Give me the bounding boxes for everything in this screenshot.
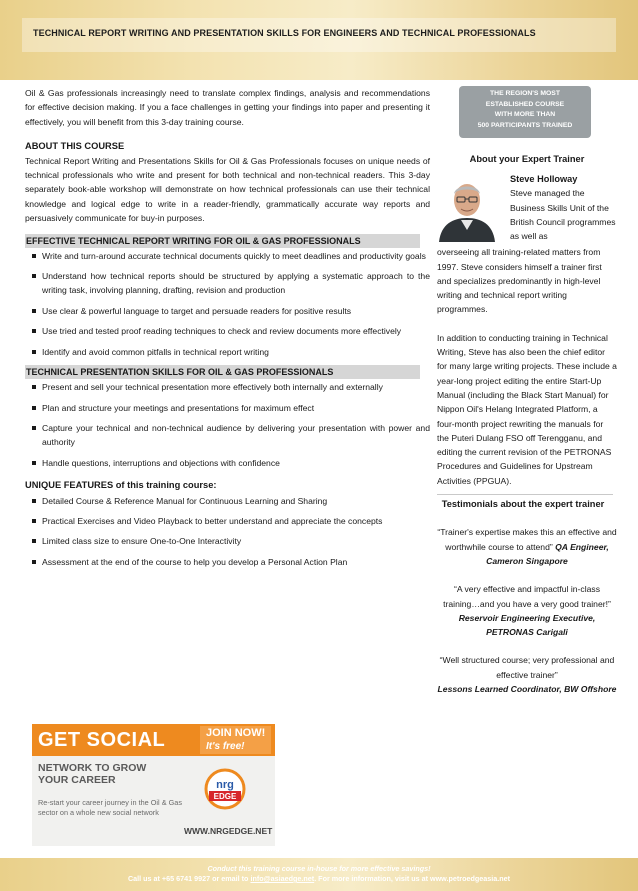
header-banner <box>0 0 638 80</box>
sidebar-column <box>437 86 617 696</box>
testimonial-author: Reservoir Engineering Executive, PETRONAS Carigali <box>458 612 596 638</box>
list-item: Limited class size to ensure One-to-One Interactivity <box>31 534 430 548</box>
intro-paragraph: Oil & Gas professionals increasingly need to translate complex findings, analysis and recommendations for effective decision making. If you a face challenges in getting your findings into paper and presenting it effectively, you will benefit from this 3-day training course. <box>25 88 430 127</box>
badge-line: 500 PARTICIPANTS TRAINED <box>477 121 573 129</box>
join-label: JOIN NOW! <box>206 727 266 739</box>
bio-paragraph: overseeing all training-related matters from 1997. Steve considers himself a trainer first and specializes predominantly in high-level writing and technical report writing programmes. <box>437 247 602 315</box>
unique-features-heading: UNIQUE FEATURES of this training course: <box>25 480 217 491</box>
get-social-ad[interactable] <box>32 724 275 846</box>
bio-paragraph: In addition to conducting training in Technical Writing, Steve has also been the chief editor for many large writing projects. These include a year-long project editing the entire Start-Up Manual (including the Black Start Manual) for Nippon Oil's Helang Integrated Platform, a four-month project rewriting the manuals for the Puteri Dulang FSO off Terengganu, and editing the current revision of the PETRONAS Procedures and Guidelines for Upstream Activities (PPGUA). <box>437 332 617 486</box>
badge-line: WITH MORE THAN <box>494 111 556 118</box>
testimonial-quote: “Trainer's expertise makes this an effective and worthwhile course to attend” <box>437 527 617 552</box>
ad-network-line: YOUR CAREER <box>38 774 116 786</box>
list-item: Detailed Course & Reference Manual for Continuous Learning and Sharing <box>31 494 430 508</box>
presentation-list <box>31 380 430 470</box>
free-label: It's free! <box>206 741 245 752</box>
list-item: Use tried and tested proof reading techniques to check and review documents more effectively <box>31 324 430 338</box>
footer-tagline: Conduct this training course in-house for more effective savings! <box>207 864 431 873</box>
footer-contact <box>0 874 638 884</box>
list-item: Write and turn-around accurate technical documents quickly to meet deadlines and productivity goals <box>31 249 430 263</box>
trainer-intro: Steve managed the Business Skills Unit of the British Council programmes as well as <box>510 188 616 242</box>
footer-call: Call us at +65 6741 9927 or email to <box>127 874 249 883</box>
section-heading-presentation: TECHNICAL PRESENTATION SKILLS FOR OIL & GAS PROFESSIONALS <box>25 365 420 379</box>
list-item: Identify and avoid common pitfalls in technical report writing <box>31 345 430 359</box>
main-column <box>25 86 430 575</box>
list-item: Present and sell your technical presentation more effectively both internally and externally <box>31 380 430 394</box>
report-writing-list <box>31 249 430 359</box>
nrg-edge-logo <box>204 768 246 810</box>
trainer-photo <box>437 176 497 242</box>
testimonial-author: QA Engineer, Cameron Singapore <box>486 541 609 566</box>
testimonial <box>437 653 617 696</box>
trainer-name: Steve Holloway <box>510 174 578 185</box>
join-now-button[interactable] <box>200 726 271 754</box>
testimonial-quote: “Well structured course; very professional and effective trainer” <box>439 655 615 680</box>
logo-text: nrg <box>216 779 234 791</box>
document-title: TECHNICAL REPORT WRITING AND PRESENTATION SKILLS FOR ENGINEERS AND TECHNICAL PROFESSIONALS <box>33 28 536 38</box>
unique-features-list <box>31 494 430 570</box>
list-item: Assessment at the end of the course to help you develop a Personal Action Plan <box>31 555 430 569</box>
list-item: Practical Exercises and Video Playback to better understand and appreciate the concepts <box>31 514 430 528</box>
list-item: Handle questions, interruptions and objections with confidence <box>31 456 430 470</box>
ad-url[interactable]: WWW.NRGEDGE.NET <box>184 826 273 836</box>
footer-more: . For more information, visit us at www.petroedgeasia.net <box>314 874 511 883</box>
course-badge <box>459 86 591 138</box>
testimonials-heading: Testimonials about the expert trainer <box>441 499 605 510</box>
ad-network-line: NETWORK TO GROW <box>38 762 147 774</box>
list-item: Plan and structure your meetings and presentations for maximum effect <box>31 401 430 415</box>
trainer-block <box>437 172 617 244</box>
footer-email-link[interactable]: info@asiaedge.net <box>250 874 315 883</box>
logo-text: EDGE <box>213 792 237 801</box>
list-item: Understand how technical reports should be structured by applying a systematic approach to the writing task, involving planning, drafting, revision and production <box>31 269 430 298</box>
ad-subtext: Re-start your career journey in the Oil & Gas sector on a whole new social network <box>38 798 182 817</box>
list-item: Capture your technical and non-technical audience by delivering your presentation with power and authority <box>31 421 430 450</box>
list-item: Use clear & powerful language to target and persuade readers for positive results <box>31 304 430 318</box>
testimonial-author: Lessons Learned Coordinator, BW Offshore <box>437 684 617 695</box>
ad-headline: GET SOCIAL <box>38 729 166 751</box>
footer-banner <box>0 858 638 891</box>
expert-heading: About your Expert Trainer <box>469 154 585 164</box>
trainer-bio <box>437 245 617 488</box>
testimonial <box>437 525 617 568</box>
ad-network-text <box>38 762 146 786</box>
section-heading-report-writing: EFFECTIVE TECHNICAL REPORT WRITING FOR OIL & GAS PROFESSIONALS <box>25 234 420 248</box>
testimonial-quote: “A very effective and impactful in-class training…and you have a very good trainer!” <box>443 584 611 609</box>
about-paragraph: Technical Report Writing and Presentations Skills for Oil & Gas Professionals focuses on unique needs of technical professionals who write and present for both technical and non-technical readers. This 3-day separately book-able workshop will demonstrate on how technical professionals can use their technical knowledge and logical edge to write in a reader-friendly, grammatically accurate way reports and persuasively communicate for buy-in purposes. <box>25 155 430 224</box>
about-heading: ABOUT THIS COURSE <box>25 141 125 152</box>
divider <box>437 494 613 495</box>
badge-line: ESTABLISHED COURSE <box>485 100 565 108</box>
badge-line: THE REGION'S MOST <box>490 90 560 97</box>
testimonial <box>437 582 617 639</box>
